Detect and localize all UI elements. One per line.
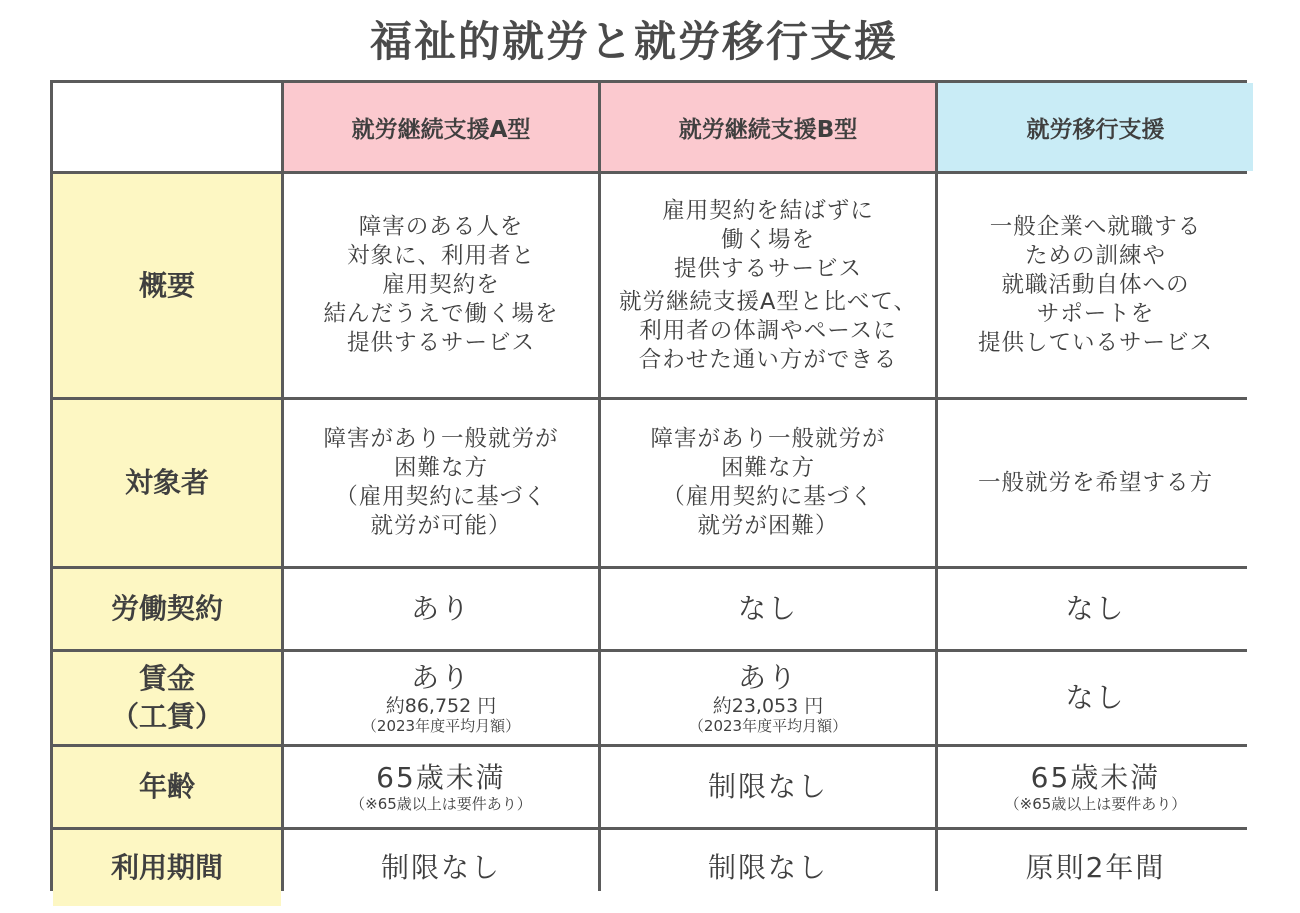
row-label-text: （工賃）: [110, 700, 223, 733]
text-line: 就労が困難）: [697, 513, 839, 539]
contract-cell-b: [601, 569, 935, 649]
text-line: 就労継続支援A型と比べて、: [619, 288, 917, 315]
row-label-text: 利用期間: [110, 851, 223, 884]
period-cell-a: [284, 830, 598, 906]
row-label-period: [53, 830, 281, 906]
wage-amount: 約86,752 円: [385, 694, 497, 717]
wage-cell-c: [938, 652, 1253, 744]
text-line: 障害があり一般就労が: [650, 426, 886, 452]
contract-value: あり: [410, 592, 471, 625]
text-line: 利用者の体調やペースに: [639, 317, 897, 344]
text-line: 雇用契約を結ばずに: [662, 197, 874, 224]
age-cell-b: [601, 747, 935, 827]
contract-value: なし: [1065, 592, 1126, 625]
row-label-text: 概要: [138, 268, 195, 302]
wage-cell-a: [284, 652, 598, 744]
row-label-age: [53, 747, 281, 827]
overview-text: [978, 213, 1213, 358]
text-line: ための訓練や: [1024, 243, 1166, 269]
text-line: 就職活動自体への: [1001, 272, 1190, 298]
contract-cell-a: [284, 569, 598, 649]
wage-note: （2023年度平均月額）: [688, 716, 848, 735]
overview-cell-a: [284, 174, 598, 397]
text-line: 合わせた通い方ができる: [638, 346, 898, 373]
row-label-wage: [53, 652, 281, 744]
text-line: （雇用契約に基づく: [662, 484, 874, 510]
contract-cell-c: [938, 569, 1253, 649]
column-header-type-a: [284, 83, 598, 171]
target-text: [978, 469, 1213, 498]
column-header-label: 就労移行支援: [1026, 116, 1165, 143]
row-label-text: 労働契約: [110, 592, 223, 625]
text-line: 雇用契約を: [382, 272, 500, 298]
text-line: 就労が可能）: [370, 513, 512, 539]
age-cell-a: [284, 747, 598, 827]
wage-cell-b: [601, 652, 935, 744]
age-cell-c: [938, 747, 1253, 827]
period-value: 制限なし: [380, 851, 501, 884]
period-cell-c: [938, 830, 1253, 906]
text-line: 働く場を: [720, 226, 815, 253]
period-cell-b: [601, 830, 935, 906]
comparison-table: [50, 80, 1247, 891]
target-text: [650, 425, 885, 541]
text-line: 提供するサービス: [346, 330, 535, 356]
age-note: （※65歳以上は要件あり）: [350, 794, 532, 813]
age-value: 65歳未満: [1030, 760, 1161, 794]
text-line: 提供しているサービス: [977, 330, 1213, 356]
text-line: （雇用契約に基づく: [335, 484, 547, 510]
overview-text: [619, 197, 917, 375]
text-line: 障害のある人を: [358, 214, 524, 240]
column-header-type-b: [601, 83, 935, 171]
row-label-contract: [53, 569, 281, 649]
column-header-label: 就労継続支援B型: [678, 116, 858, 143]
overview-text: [323, 213, 558, 358]
column-header-transition: [938, 83, 1253, 171]
wage-value: あり: [410, 660, 471, 694]
page-title: 福祉的就労と就労移行支援: [369, 17, 898, 66]
text-line: 障害があり一般就労が: [323, 426, 559, 452]
row-label-text: 対象者: [124, 466, 209, 499]
wage-value: なし: [1065, 681, 1126, 714]
text-line: 一般企業へ就職する: [989, 214, 1202, 240]
text-line: サポートを: [1036, 301, 1155, 327]
age-value: 65歳未満: [376, 760, 506, 794]
target-cell-b: [601, 400, 935, 566]
contract-value: なし: [737, 592, 798, 625]
wage-note: （2023年度平均月額）: [361, 716, 521, 735]
text-line: 一般就労を希望する方: [977, 469, 1213, 496]
corner-cell: [53, 83, 281, 171]
wage-amount: 約23,053 円: [712, 694, 824, 717]
row-label-text: 賃金: [138, 662, 195, 695]
text-line: 結んだうえで働く場を: [323, 301, 559, 327]
age-note: （※65歳以上は要件あり）: [1004, 794, 1187, 813]
age-value: 制限なし: [707, 770, 828, 803]
text-line: 対象に、利用者と: [346, 243, 535, 269]
period-value: 制限なし: [707, 851, 828, 884]
target-cell-a: [284, 400, 598, 566]
column-header-label: 就労継続支援A型: [351, 116, 531, 143]
row-label-text: 年齢: [138, 770, 195, 803]
text-line: 困難な方: [393, 455, 488, 481]
wage-value: あり: [737, 660, 798, 694]
text-line: 困難な方: [720, 455, 815, 481]
period-value: 原則2年間: [1025, 851, 1166, 884]
overview-cell-b: [601, 174, 935, 397]
row-label-target: [53, 400, 281, 566]
overview-cell-c: [938, 174, 1253, 397]
target-text: [323, 425, 558, 541]
target-cell-c: [938, 400, 1253, 566]
text-line: 提供するサービス: [673, 255, 862, 282]
row-label-overview: [53, 174, 281, 397]
